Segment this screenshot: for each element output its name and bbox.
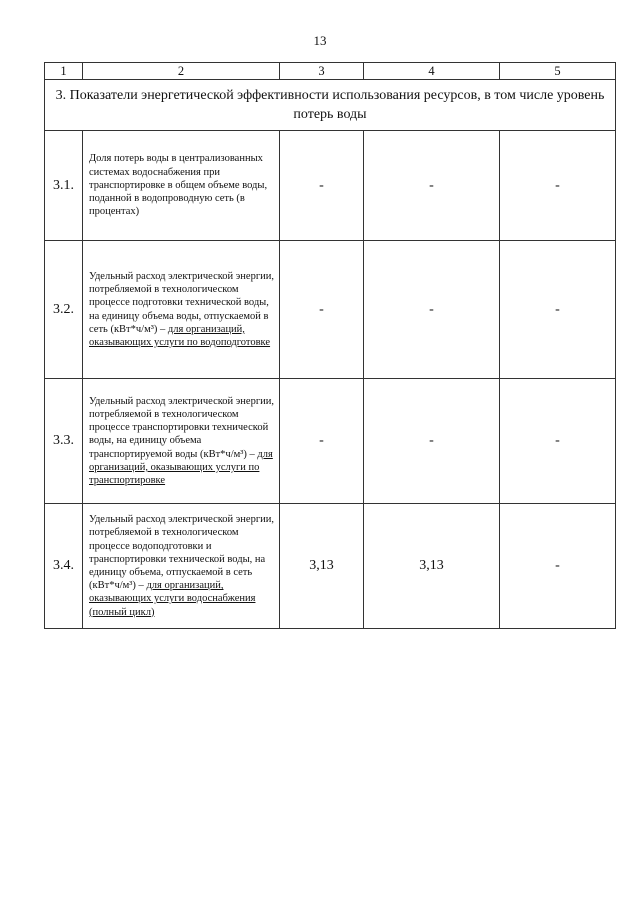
row-value-col4: - — [364, 379, 500, 504]
row-value-col5: - — [500, 241, 616, 379]
row-value-col4: - — [364, 131, 500, 241]
row-value-col5: - — [500, 504, 616, 629]
table-row — [45, 241, 616, 379]
column-header: 4 — [364, 63, 500, 80]
row-number: 3.3. — [45, 379, 83, 504]
row-number: 3.2. — [45, 241, 83, 379]
column-header: 3 — [280, 63, 364, 80]
table-row — [45, 504, 616, 629]
section-row — [45, 80, 616, 131]
section-title: 3. Показатели энергетической эффективности использования ресурсов, в том числе уровень потерь воды — [45, 80, 616, 131]
column-header: 1 — [45, 63, 83, 80]
row-value-col3: - — [280, 379, 364, 504]
table-row — [45, 131, 616, 241]
row-number: 3.1. — [45, 131, 83, 241]
row-number: 3.4. — [45, 504, 83, 629]
row-description: Доля потерь воды в централизованных системах водоснабжения при транспортировке в общем объеме воды, поданной в водопроводную сеть (в процентах) — [83, 131, 280, 241]
row-value-col3: - — [280, 241, 364, 379]
row-value-col4: - — [364, 241, 500, 379]
row-description: Удельный расход электрической энергии, потребляемой в технологическом процессе водоподготовки и транспортировки технической воды, на единицу объема, отпускаемой в сеть (кВт*ч/м³) – для организаций, оказывающих услуги водоснабжения (полный цикл) — [83, 504, 280, 629]
row-value-col4: 3,13 — [364, 504, 500, 629]
table-header-row — [45, 63, 616, 80]
table-row — [45, 379, 616, 504]
row-description: Удельный расход электрической энергии, потребляемой в технологическом процессе подготовки технической воды, на единицу объема воды, отпускаемой в сеть (кВт*ч/м³) – для организаций, оказывающих услуги по водоподготовке — [83, 241, 280, 379]
row-value-col5: - — [500, 131, 616, 241]
indicators-table — [44, 62, 616, 629]
row-value-col3: - — [280, 131, 364, 241]
row-description: Удельный расход электрической энергии, потребляемой в технологическом процессе транспортировки технической воды, на единицу объема транспортируемой воды (кВт*ч/м³) – для организаций, оказывающих услуги по транспортировке — [83, 379, 280, 504]
page-number: 13 — [313, 33, 327, 48]
row-value-col3: 3,13 — [280, 504, 364, 629]
column-header: 2 — [83, 63, 280, 80]
column-header: 5 — [500, 63, 616, 80]
row-value-col5: - — [500, 379, 616, 504]
